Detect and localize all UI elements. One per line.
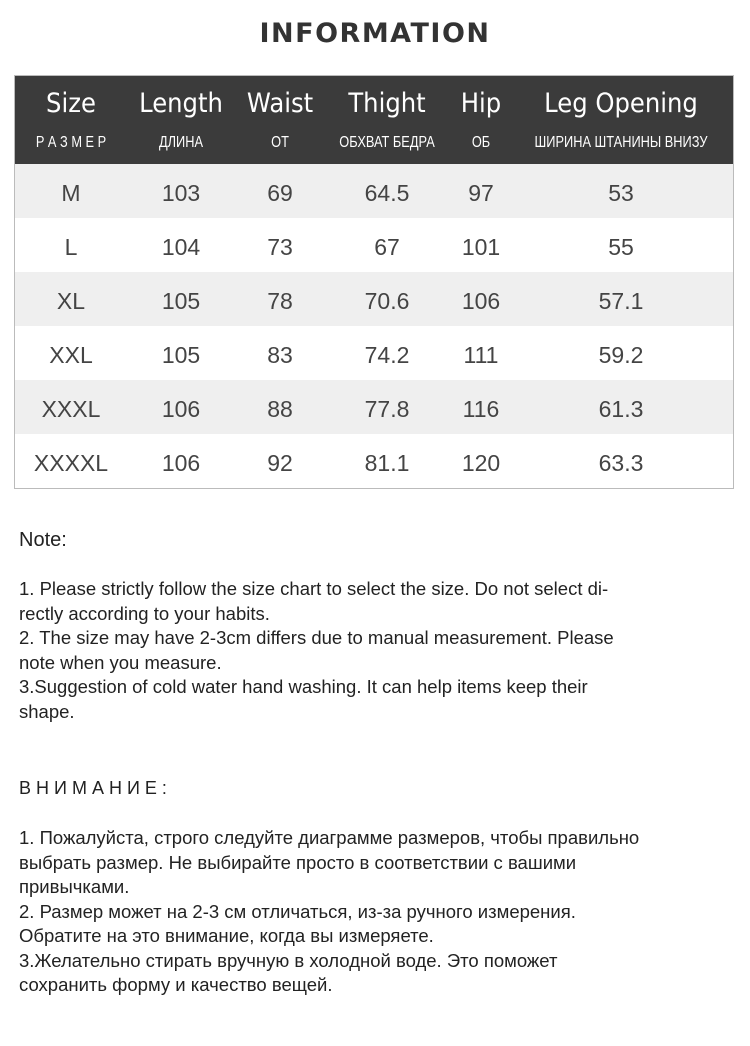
table-cell: 83	[267, 342, 293, 368]
column-header-en: Length	[139, 88, 223, 119]
note-line: 2. The size may have 2-3cm differs due to manual measurement. Please	[19, 627, 614, 648]
page-title: INFORMATION	[259, 18, 491, 49]
table-cell: 77.8	[364, 396, 410, 422]
note-line: 1. Please strictly follow the size chart to select the size. Do not select di-	[19, 578, 609, 599]
column-header-en: Size	[46, 88, 96, 119]
column-header-ru: ДЛИНА	[158, 134, 204, 151]
table-row	[15, 380, 733, 434]
table-cell: 111	[463, 342, 499, 368]
table-row	[15, 272, 733, 326]
table-cell: 103	[161, 180, 201, 206]
note-english	[19, 577, 719, 724]
table-row	[15, 164, 733, 218]
table-cell: M	[61, 180, 81, 206]
table-cell: 101	[461, 234, 501, 260]
table-cell: 97	[468, 180, 494, 206]
table-cell: 116	[462, 396, 500, 422]
table-cell: 69	[267, 180, 293, 206]
table-cell: 106	[161, 396, 201, 422]
note-line: сохранить форму и качество вещей.	[19, 974, 333, 995]
table-cell: 105	[161, 342, 201, 368]
note-russian	[19, 826, 719, 998]
column-header-ru: ОБ	[471, 134, 491, 151]
note-line: shape.	[19, 700, 75, 722]
table-cell: 81.1	[364, 450, 410, 476]
table-row	[15, 218, 733, 272]
note-line: привычками.	[19, 876, 130, 897]
table-cell: XL	[56, 288, 86, 314]
table-cell: 106	[161, 450, 201, 476]
table-cell: 67	[374, 234, 400, 260]
table-cell: 104	[161, 234, 201, 260]
table-cell: 78	[267, 288, 293, 314]
note-line: 2. Размер может на 2-3 см отличаться, из-за ручного измерения.	[19, 900, 576, 922]
table-cell: 120	[461, 450, 501, 476]
note-line: 1. Пожалуйста, строго следуйте диаграмме размеров, чтобы правильно	[19, 827, 640, 848]
table-cell: 59.2	[598, 342, 644, 368]
table-cell: 53	[608, 180, 634, 206]
column-header-en: Thight	[348, 88, 426, 119]
table-cell: 63.3	[598, 450, 644, 476]
table-cell: XXXL	[41, 396, 101, 422]
column-header-ru: Р А З М Е Р	[35, 134, 107, 151]
column-header-en: Leg Opening	[544, 88, 698, 119]
table-cell: 106	[461, 288, 501, 314]
column-header-en: Waist	[246, 88, 314, 119]
table-cell: XXL	[49, 342, 93, 368]
table-header	[15, 76, 733, 164]
note-line: 3.Suggestion of cold water hand washing. It can help items keep their	[19, 676, 588, 697]
table-cell: 57.1	[598, 288, 644, 314]
table-row	[15, 434, 733, 488]
note-line: rectly according to your habits.	[19, 602, 270, 624]
column-header-ru: ОТ	[271, 134, 289, 151]
note-line: Обратите на это внимание, когда вы измеряете.	[19, 925, 434, 946]
table-cell: 64.5	[364, 180, 410, 206]
note-line: выбрать размер. Не выбирайте просто в соответствии с вашими	[19, 851, 577, 873]
table-cell: L	[64, 234, 78, 260]
note-line: 3.Желательно стирать вручную в холодной воде. Это поможет	[19, 949, 558, 971]
table-row	[15, 326, 733, 380]
table-cell: 61.3	[598, 396, 644, 422]
note-line: note when you measure.	[19, 651, 222, 673]
table-cell: 55	[608, 234, 634, 260]
table-cell: 105	[161, 288, 201, 314]
note-heading: Note:	[19, 529, 67, 551]
table-cell: XXXXL	[33, 450, 109, 476]
column-header-en: Hip	[460, 88, 502, 119]
column-header-ru: ШИРИНА ШТАНИНЫ ВНИЗУ	[534, 134, 708, 151]
column-header-ru: ОБХВАТ БЕДРА	[339, 134, 435, 151]
table-cell: 73	[267, 234, 293, 260]
size-chart-table	[14, 75, 734, 489]
note-heading-russian: В Н И М А Н И Е :	[19, 778, 167, 798]
table-cell: 92	[267, 450, 293, 476]
table-cell: 74.2	[364, 342, 410, 368]
table-cell: 88	[267, 396, 293, 422]
table-cell: 70.6	[364, 288, 410, 314]
